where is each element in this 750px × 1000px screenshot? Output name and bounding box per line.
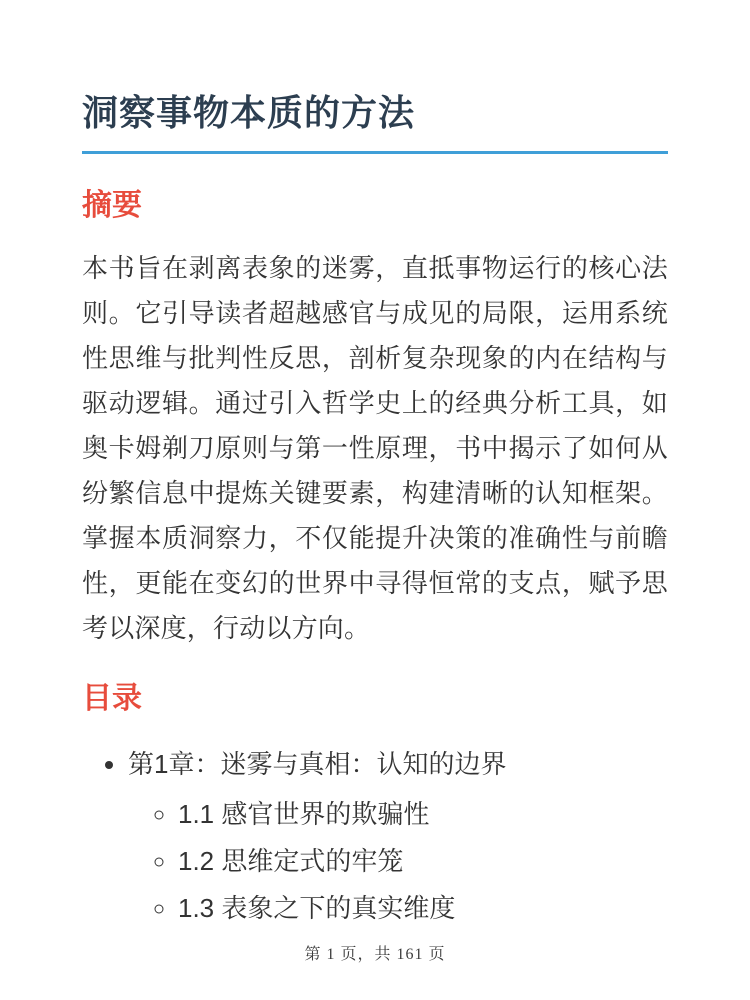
page-number-indicator: 第 1 页，共 161 页 [304, 946, 446, 963]
toc-heading: 目录 [82, 682, 142, 715]
abstract-heading: 摘要 [82, 189, 142, 222]
toc-section-item: ◦ 1.3 表象之下的真实维度 [178, 893, 668, 923]
toc-chapter-label: 第1章：迷雾与真相：认知的边界 [128, 749, 507, 779]
toc-section-item: ◦ 1.1 感官世界的欺骗性 [178, 799, 668, 829]
page-title: 洞察事物本质的方法 [82, 90, 668, 154]
abstract-paragraph: 本书旨在剥离表象的迷雾，直抵事物运行的核心法则。它引导读者超越感官与成见的局限，运用系统性思维与批判性反思，剖析复杂现象的内在结构与驱动逻辑。通过引入哲学史上的经典分析工具，如奥卡姆剃刀原则与第一性原理，书中揭示了如何从纷繁信息中提炼关键要素，构建清晰的认知框架。掌握本质洞察力，不仅能提升决策的准确性与前瞻性，更能在变幻的世界中寻得恒常的支点，赋予思考以深度，行动以方向。 [82, 253, 668, 643]
toc-chapter-item [128, 749, 668, 923]
toc-section-item: ◦ 1.2 思维定式的牢笼 [178, 846, 668, 876]
toc-sublist [128, 799, 668, 923]
toc-list [82, 749, 668, 923]
